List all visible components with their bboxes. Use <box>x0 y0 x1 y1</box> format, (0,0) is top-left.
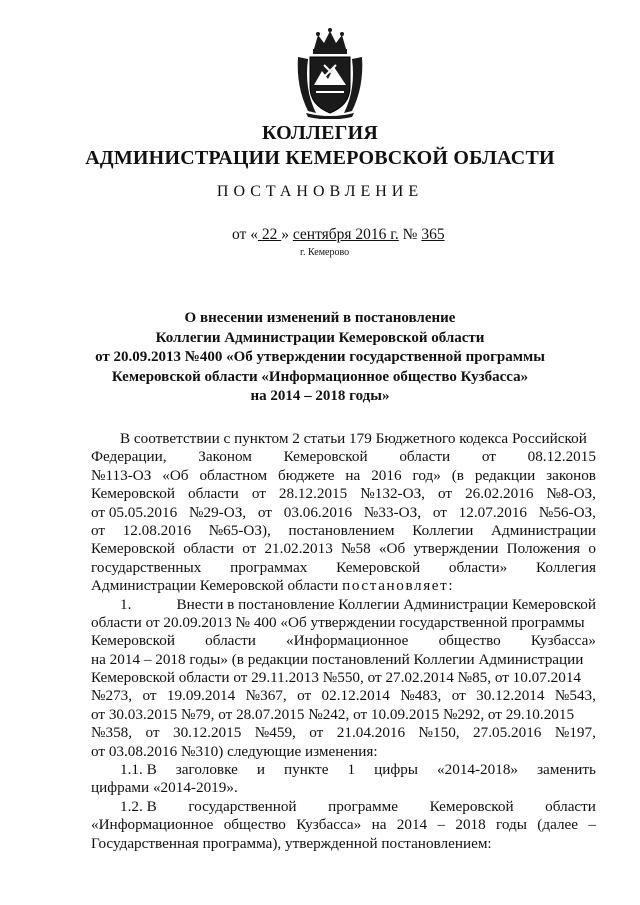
title-line: от 20.09.2013 №400 «Об утверждении государственной программы <box>95 349 545 366</box>
body-line <box>91 485 596 503</box>
body-word: №56-ОЗ, <box>538 503 596 521</box>
body-line <box>91 430 596 448</box>
body-word: №543, <box>554 687 596 705</box>
body-word: №65-ОЗ), <box>208 521 271 539</box>
body-word: области <box>399 448 451 466</box>
body-word: от <box>257 503 272 521</box>
body-line <box>91 761 596 779</box>
body-word: №358, <box>91 724 133 742</box>
body-word: общество <box>438 632 501 650</box>
body-word: Кемеровской <box>91 485 175 503</box>
kemerovo-coat-of-arms-icon <box>294 27 366 119</box>
organization-name-line1: КОЛЛЕГИЯ <box>261 122 379 144</box>
body-line <box>91 816 596 834</box>
body-word: от <box>481 448 496 466</box>
body-word: 1. <box>120 595 132 613</box>
date-day: 22 <box>257 226 282 243</box>
body-word: постановлением <box>288 521 395 539</box>
body-word: №197, <box>554 724 596 742</box>
date-prefix: от « <box>232 226 258 243</box>
city-name: г. Кемерово <box>300 247 350 258</box>
body-word: от <box>438 485 453 503</box>
body-word: о <box>588 540 596 558</box>
body-word: годы <box>496 816 527 834</box>
body-word: Положения <box>506 540 581 558</box>
body-word: от 05.05.2016 <box>91 503 178 521</box>
body-line <box>91 743 596 761</box>
body-word: Кузбасса» <box>530 632 596 650</box>
document-title <box>0 309 640 407</box>
body-word: 21.04.2016 <box>336 724 406 742</box>
body-word: 30.12.2014 <box>476 687 545 705</box>
body-line <box>91 504 596 522</box>
body-line <box>91 559 596 577</box>
body-line <box>91 577 596 595</box>
body-word: государственной <box>188 797 297 815</box>
body-line <box>91 779 596 797</box>
body-word: программе <box>328 797 398 815</box>
body-word: 19.09.2014 <box>166 687 236 705</box>
body-word: Кемеровской области от 29.11.2013 №550, от 27.02.2014 №85, от 10.07.2014 <box>91 669 582 687</box>
body-word: №459, <box>254 724 296 742</box>
body-word: заменить <box>537 761 596 779</box>
date-mid: » <box>281 226 293 243</box>
body-word: Коллегии <box>412 521 474 539</box>
body-word: от <box>297 687 312 705</box>
body-word: цифры <box>374 761 418 779</box>
body-word: заголовке <box>175 761 238 779</box>
body-word: 2018 <box>455 816 486 834</box>
body-word: №367, <box>245 687 287 705</box>
body-word: 1.1. В <box>120 761 157 779</box>
body-word-emphasized: постановляет: <box>342 577 455 595</box>
body-word: от <box>142 687 157 705</box>
body-word: области <box>188 485 239 503</box>
body-word: области <box>183 540 234 558</box>
body-word: №29-ОЗ, <box>188 503 247 521</box>
body-word: цифрами «2014-2019». <box>91 779 238 797</box>
title-line: Коллегии Администрации Кемеровской области <box>155 329 485 346</box>
title-line: на 2014 – 2018 годы» <box>250 388 390 405</box>
body-word: Кемеровской <box>336 558 421 576</box>
body-word: утверждении <box>413 540 499 558</box>
body-word: законов <box>546 466 596 484</box>
body-word: №113-ОЗ <box>91 466 152 484</box>
body-word: Кемеровской <box>91 632 175 650</box>
document-body <box>91 430 596 853</box>
body-word: №58 <box>341 540 371 558</box>
body-line <box>91 835 596 853</box>
body-word: 28.12.2015 <box>278 485 348 503</box>
body-line <box>91 798 596 816</box>
body-line <box>91 651 596 669</box>
body-word: и <box>256 761 265 779</box>
body-word: Кузбасса» <box>296 816 362 834</box>
body-word: 12.07.2016 <box>458 503 528 521</box>
body-word: пункте <box>284 761 329 779</box>
title-line: Кемеровской области «Информационное общество Кузбасса» <box>111 368 529 385</box>
body-word: редакции <box>474 466 536 484</box>
body-word: области» <box>448 558 508 576</box>
body-word: Законом <box>198 448 252 466</box>
body-word: «Об <box>378 540 406 558</box>
body-word: области <box>545 797 596 815</box>
body-line <box>91 614 596 632</box>
body-line <box>91 724 596 742</box>
body-word: «Информационное <box>286 632 409 650</box>
body-word: 27.05.2016 <box>473 724 542 742</box>
body-word: на <box>371 816 387 834</box>
body-line <box>91 687 596 705</box>
body-word: 30.12.2015 <box>172 724 242 742</box>
body-word: на <box>345 466 361 484</box>
body-word: от <box>251 485 266 503</box>
body-word: Государственная программа), утвержденной постановлением: <box>91 834 492 852</box>
document-number: 365 <box>421 226 445 243</box>
body-word: 26.02.2016 <box>465 485 534 503</box>
body-word: 02.12.2014 <box>321 687 390 705</box>
body-word: №132-ОЗ, <box>360 485 425 503</box>
body-line <box>91 540 596 558</box>
body-word: «Об <box>162 466 189 484</box>
body-word: государственных <box>91 558 202 576</box>
body-word: (далее <box>537 816 579 834</box>
body-word: №483, <box>400 687 442 705</box>
body-word: программах <box>230 558 308 576</box>
organization-name-line2: АДМИНИСТРАЦИИ КЕМЕРОВСКОЙ ОБЛАСТИ <box>85 147 555 169</box>
body-word: Коллегия <box>535 558 596 576</box>
body-word: 2014 <box>396 816 428 834</box>
body-word: 03.06.2016 <box>283 503 353 521</box>
body-line <box>91 706 596 724</box>
body-word: №273, <box>91 687 133 705</box>
body-line <box>91 522 596 540</box>
body-word: «Информационное <box>91 816 214 834</box>
body-word: бюджете <box>278 466 335 484</box>
body-word: 1.2. В <box>120 797 157 815</box>
body-line <box>91 669 596 687</box>
body-word: Кемеровской <box>429 797 514 815</box>
body-word: на 2014 – 2018 годы» (в редакции постановлений Коллегии Администрации <box>91 650 584 668</box>
body-word: Администрации <box>491 521 596 539</box>
title-line: О внесении изменений в постановление <box>184 310 456 326</box>
body-word: от <box>432 503 447 521</box>
body-word: от <box>91 521 106 539</box>
body-word: 08.12.2015 <box>527 448 596 466</box>
number-sign: № <box>398 226 422 243</box>
body-word: №150, <box>418 724 460 742</box>
body-word: Кемеровской <box>283 448 368 466</box>
body-word: – <box>437 816 446 834</box>
body-word: 21.02.2013 <box>264 540 333 558</box>
body-word: от <box>242 540 257 558</box>
body-word: общество <box>223 816 286 834</box>
body-word: – <box>588 816 596 834</box>
body-word: областном <box>199 466 268 484</box>
body-word: от <box>145 724 160 742</box>
body-line <box>91 467 596 485</box>
body-word: год» <box>412 466 441 484</box>
body-word: области <box>205 632 256 650</box>
body-word: от 03.08.2016 №310) следующие изменения: <box>91 742 378 760</box>
body-word: Федерации, <box>91 448 167 466</box>
body-word: от 30.03.2015 №79, от 28.07.2015 №242, от 10.09.2015 №292, от 29.10.2015 <box>91 705 575 723</box>
body-word: №8-ОЗ, <box>546 485 596 503</box>
body-word: от <box>451 687 466 705</box>
body-word: В соответствии с пунктом 2 статьи 179 Бюджетного кодекса Российской <box>120 430 587 447</box>
body-word: области от 20.09.2013 № 400 «Об утверждении государственной программы <box>91 613 585 631</box>
body-line <box>91 596 596 614</box>
body-word: 2016 <box>371 466 402 484</box>
body-word: Администрации Кемеровской области <box>91 577 343 595</box>
body-line <box>91 632 596 650</box>
body-word: «2014-2018» <box>437 761 519 779</box>
body-word: Кемеровской <box>91 540 175 558</box>
body-word: Внести в постановление Коллегии Администрации Кемеровской <box>176 595 596 613</box>
body-word: 12.08.2016 <box>122 521 192 539</box>
body-word: №33-ОЗ, <box>363 503 422 521</box>
document-type: ПОСТАНОВЛЕНИЕ <box>216 183 424 200</box>
body-word: (в <box>451 466 464 484</box>
body-word: 1 <box>347 761 356 779</box>
body-word: от <box>309 724 324 742</box>
date-month-year: сентября 2016 г. <box>292 226 399 243</box>
body-line <box>91 448 596 466</box>
document-date-number <box>232 226 445 244</box>
